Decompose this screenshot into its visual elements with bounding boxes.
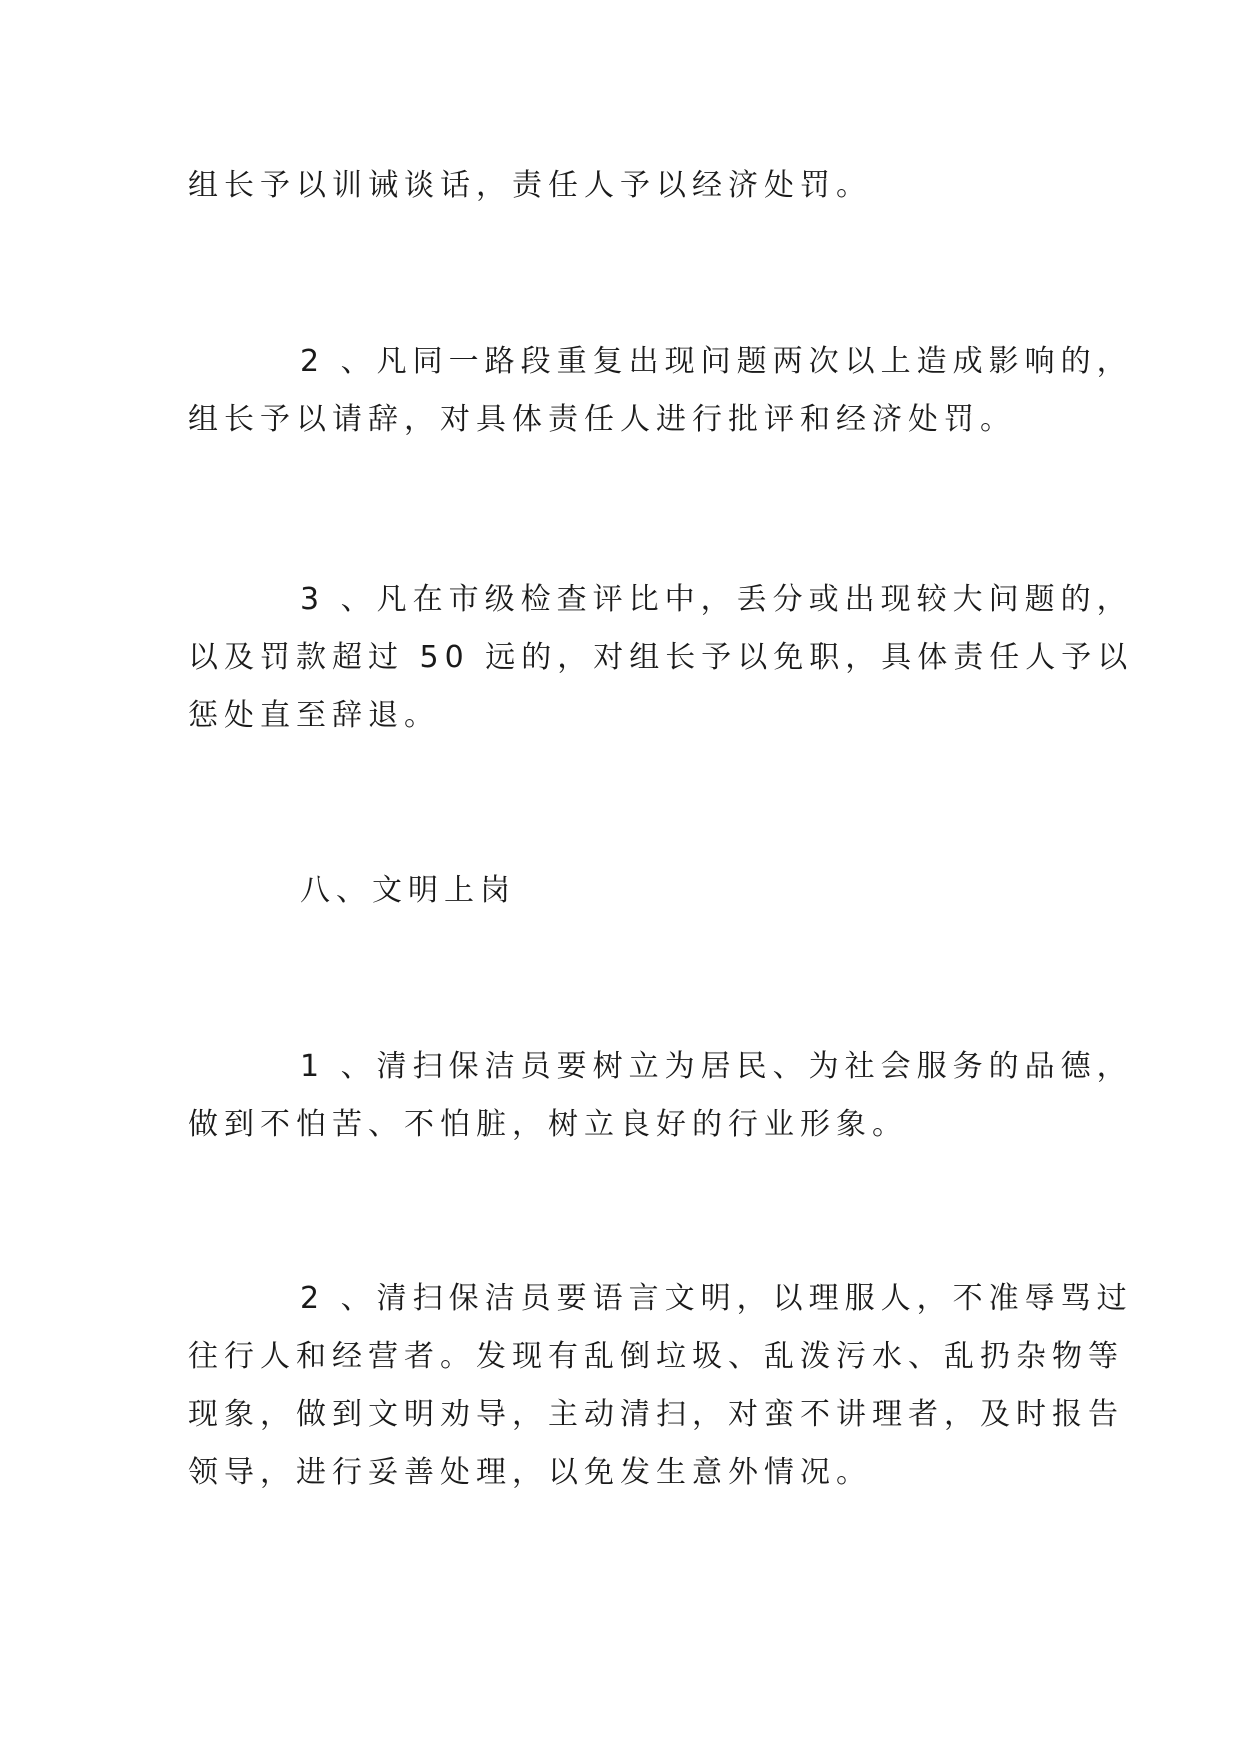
- text-line: 往行人和经营者。发现有乱倒垃圾、乱泼污水、乱扔杂物等: [188, 1339, 1124, 1374]
- text-line: 组长予以训诫谈话，责任人予以经济处罚。: [188, 168, 872, 203]
- text-line: 领导，进行妥善处理，以免发生意外情况。: [188, 1455, 872, 1490]
- text-line: 2 、凡同一路段重复出现问题两次以上造成影响的，: [300, 344, 1133, 379]
- text-line: 3 、凡在市级检查评比中，丢分或出现较大问题的，: [300, 582, 1133, 617]
- text-line: 2 、清扫保洁员要语言文明，以理服人，不准辱骂过: [300, 1281, 1133, 1316]
- section-heading: 八、文明上岗: [300, 873, 516, 908]
- text-line: 以及罚款超过 50 远的，对组长予以免职，具体责任人予以: [188, 640, 1134, 675]
- text-line: 1 、清扫保洁员要树立为居民、为社会服务的品德，: [300, 1049, 1133, 1084]
- text-line: 组长予以请辞，对具体责任人进行批评和经济处罚。: [188, 402, 1016, 437]
- text-line: 现象，做到文明劝导，主动清扫，对蛮不讲理者，及时报告: [188, 1397, 1124, 1432]
- text-line: 做到不怕苦、不怕脏，树立良好的行业形象。: [188, 1107, 908, 1142]
- text-line: 惩处直至辞退。: [188, 698, 440, 733]
